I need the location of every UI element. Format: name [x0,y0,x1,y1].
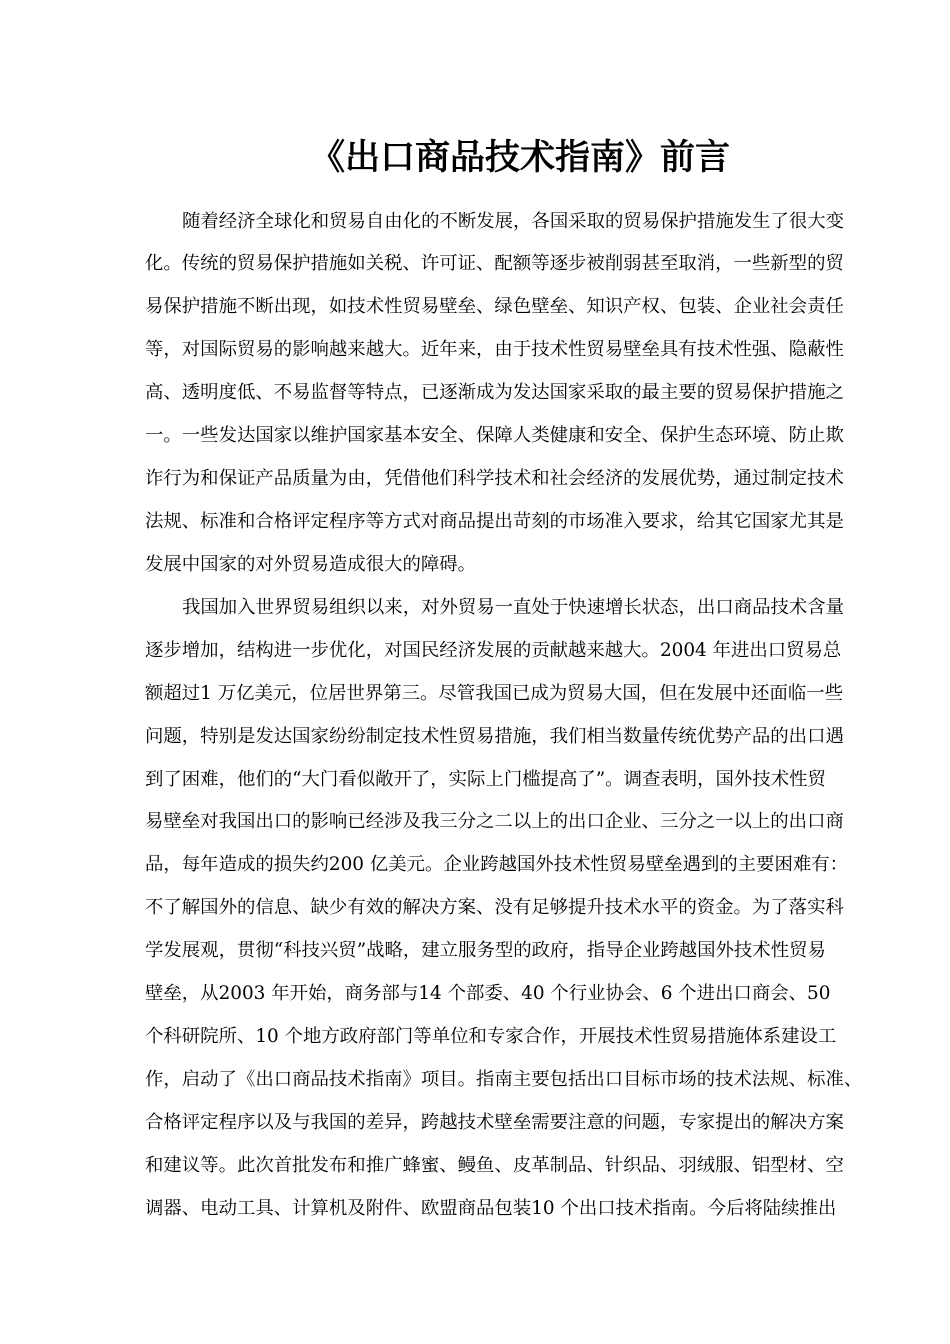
paragraph-line: 一。一些发达国家以维护国家基本安全、保障人类健康和安全、保护生态环境、防止欺 [145,425,844,446]
paragraph-line: 不了解国外的信息、缺少有效的解决方案、没有足够提升技术水平的资金。为了落实科 [145,897,844,918]
paragraph-line: 额超过1 万亿美元，位居世界第三。尽管我国已成为贸易大国，但在发展中还面临一些 [145,683,844,704]
paragraph-line: 发展中国家的对外贸易造成很大的障碍。 [145,554,477,575]
paragraph-line: 易壁垒对我国出口的影响已经涉及我三分之二以上的出口企业、三分之一以上的出口商 [145,811,844,832]
paragraph-line: 随着经济全球化和贸易自由化的不断发展，各国采取的贸易保护措施发生了很大变 [182,211,845,232]
document-title: 《出口商品技术指南》前言 [309,137,730,178]
paragraph-line: 学发展观，贯彻“科技兴贸”战略，建立服务型的政府，指导企业跨越国外技术性贸易 [145,940,826,961]
paragraph-line: 法规、标准和合格评定程序等方式对商品提出苛刻的市场准入要求，给其它国家尤其是 [145,511,844,532]
paragraph-line: 调器、电动工具、计算机及附件、欧盟商品包装10 个出口技术指南。今后将陆续推出 [145,1198,837,1219]
paragraph-line: 诈行为和保证产品质量为由，凭借他们科学技术和社会经济的发展优势，通过制定技术 [145,468,844,489]
paragraph-line: 壁垒，从2003 年开始，商务部与14 个部委、40 个行业协会、6 个进出口商会、50 [145,983,831,1004]
paragraph-line: 高、透明度低、不易监督等特点，已逐渐成为发达国家采取的最主要的贸易保护措施之 [145,382,844,403]
paragraph-line: 逐步增加，结构进一步优化，对国民经济发展的贡献越来越大。2004 年进出口贸易总 [145,640,842,661]
paragraph-line: 和建议等。此次首批发布和推广蜂蜜、鳗鱼、皮革制品、针织品、羽绒服、铝型材、空 [145,1155,844,1176]
paragraph-line: 品，每年造成的损失约200 亿美元。企业跨越国外技术性贸易壁垒遇到的主要困难有： [145,854,849,875]
paragraph-line: 个科研院所、10 个地方政府部门等单位和专家合作，开展技术性贸易措施体系建设工 [145,1026,837,1047]
paragraph-line: 到了困难，他们的“大门看似敞开了，实际上门槛提高了”。调查表明，国外技术性贸 [145,769,826,790]
paragraph-line: 作，启动了《出口商品技术指南》项目。指南主要包括出口目标市场的技术法规、标准、 [145,1069,863,1090]
paragraph-line: 我国加入世界贸易组织以来，对外贸易一直处于快速增长状态，出口商品技术含量 [182,597,845,618]
paragraph-line: 等，对国际贸易的影响越来越大。近年来，由于技术性贸易壁垒具有技术性强、隐蔽性 [145,339,844,360]
paragraph-line: 问题，特别是发达国家纷纷制定技术性贸易措施，我们相当数量传统优势产品的出口遇 [145,726,844,747]
paragraph-line: 化。传统的贸易保护措施如关税、许可证、配额等逐步被削弱甚至取消，一些新型的贸 [145,253,844,274]
paragraph-line: 合格评定程序以及与我国的差异，跨越技术壁垒需要注意的问题，专家提出的解决方案 [145,1112,844,1133]
paragraph-line: 易保护措施不断出现，如技术性贸易壁垒、绿色壁垒、知识产权、包装、企业社会责任 [145,296,844,317]
